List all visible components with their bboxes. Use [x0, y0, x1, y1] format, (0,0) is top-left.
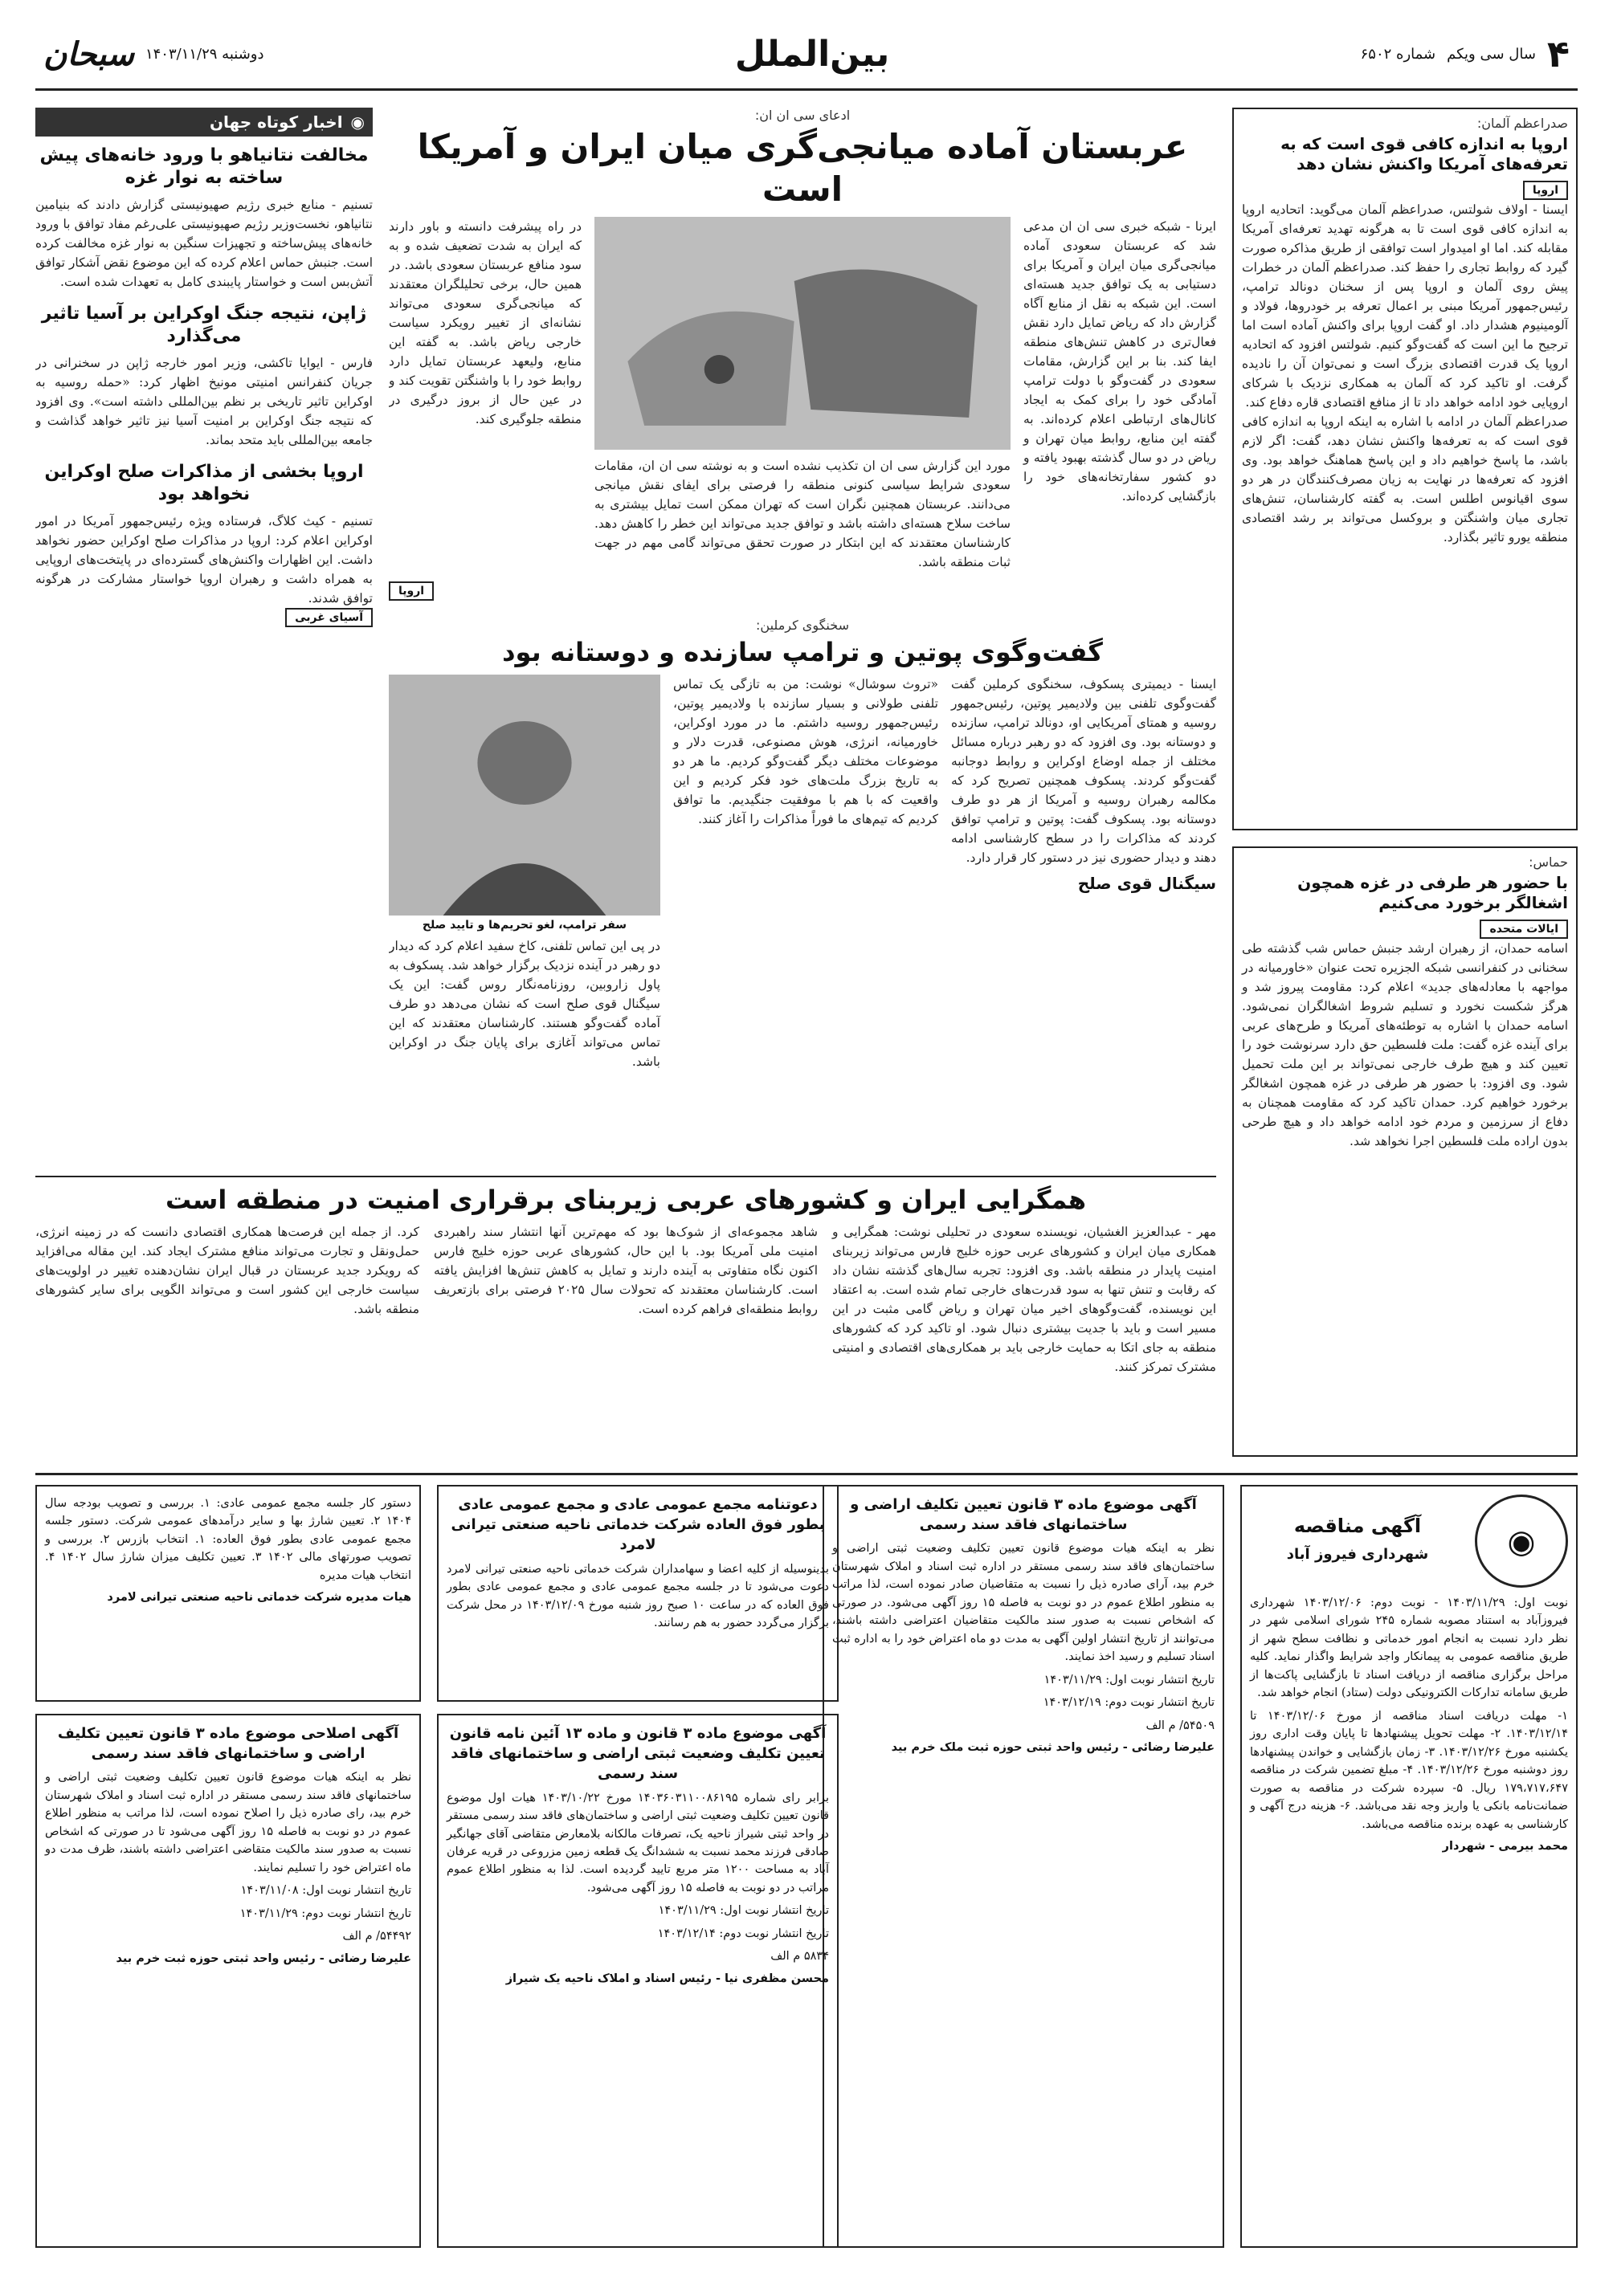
- municipality-logo: ◉: [1475, 1495, 1568, 1588]
- ad-title: دعوتنامه مجمع عمومی عادی و مجمع عمومی عادی بطور فوق العاده شرکت خدماتی ناحیه صنعتی تیرانی لامرد: [451, 1496, 825, 1554]
- ads-divider: [35, 1473, 1578, 1475]
- ad-title: آگهی اصلاحی موضوع ماده ۳ قانون تعیین تکلیف اراضی و ساختمانهای فاقد سند رسمی: [57, 1725, 399, 1763]
- article-body: در پی این تماس تلفنی، کاخ سفید اعلام کرد که دیدار دو رهبر در آینده نزدیک برگزار خواهد شد. پسکوف به پاول زاروبین، روزنامه‌نگار روس گفت: این یک سیگنال قوی صلح است که نشان می‌دهد دو طرف آماده گفت‌وگو هستند. کارشناسان معتقدند که این تماس می‌تواند آغازی برای پایان جنگ در اوکراین باشد.: [389, 939, 660, 1070]
- article-body: شاهد مجموعه‌ای از شوک‌ها بود که مهم‌ترین آنها انتشار سند راهبردی امنیت ملی آمریکا بود. با این حال، کشورهای عربی حوزه خلیج فارس اکنون نگاه متفاوتی به آینده دارند و تمایل به کاهش تنش‌ها افزایش یافته است. کارشناسان معتقدند که تحولات سال ۲۰۲۵ فرصتی برای بازتعریف روابط منطقه‌ای فراهم کرده است.: [434, 1225, 819, 1317]
- globe-icon: ◉: [350, 112, 365, 132]
- article-body: ایرنا - شبکه خبری سی ان ان مدعی شد که عربستان سعودی آماده میانجی‌گری میان ایران و آمریکا برای دستیابی به یک توافق جدید هسته‌ای است. این شبکه به نقل از منابع آگاه گزارش داد که ریاض تمایل دارد نقش فعال‌تری در کاهش تنش‌های منطقه ایفا کند. بنا بر این گزارش، مقامات سعودی در گفت‌وگو با دولت ترامپ آمادگی خود را برای کمک به ایجاد کانال‌های ارتباطی اعلام کرده‌اند. به گفته این منابع، روابط میان تهران و ریاض در دو سال گذشته بهبود یافته و دو کشور سفارتخانه‌های خود را بازگشایی کرده‌اند.: [1023, 219, 1216, 504]
- article-hamas: [1232, 846, 1578, 1457]
- ad-signature: علیرضا رضائی - رئیس واحد ثبتی حوزه ثبت خرم بید: [116, 1951, 411, 1965]
- article-column: [389, 217, 582, 572]
- article-iran-arab: [35, 1176, 1216, 1473]
- section-tag: آسیای غربی: [285, 608, 373, 627]
- ad-code: ۵۴۴۹۲/ م الف: [342, 1930, 411, 1943]
- masthead-left: [43, 35, 263, 73]
- ad-date: تاریخ انتشار نوبت دوم: ۱۴۰۳/۱۲/۱۴: [657, 1927, 829, 1940]
- newspaper-page: [35, 19, 1578, 2252]
- ad-assembly: [437, 1485, 839, 1702]
- short-news-column: [35, 108, 373, 1216]
- article-column: [673, 675, 938, 1071]
- ad-signature: هیات مدیره شرکت خدماتی ناحیه صنعتی تیرانی لامرد: [107, 1591, 411, 1605]
- article-column: [951, 675, 1216, 1071]
- article-headline: اروپا به اندازه کافی قوی است که به تعرفه‌های آمریکا واکنش نشان دهد: [1280, 134, 1568, 173]
- short-news-title: اخبار کوتاه جهان: [209, 112, 343, 132]
- ad-title: آگهی مناقصه: [1293, 1514, 1422, 1537]
- article-body: ایسنا - دیمیتری پسکوف، سخنگوی کرملین گفت گفت‌وگوی تلفنی بین ولادیمیر پوتین، رئیس‌جمهور روسیه و همتای آمریکایی او، دونالد ترامپ، سازنده و دوستانه بود. وی افزود که دو رهبر درباره مسائل مختلف از جمله اوضاع اوکراین و روابط دوجانبه گفت‌وگو کردند. پسکوف همچنین تصریح کرد که مکالمه رهبران روسیه و آمریکا از هر دو طرف دوستانه بود. پسکوف گفت: پوتین و ترامپ توافق کردند که مذاکرات را در سطح کارشناسی ادامه دهند و دیدار حضوری نیز در دستور کار قرار دارد.: [951, 677, 1216, 866]
- issue-date: دوشنبه ۱۴۰۳/۱۱/۲۹: [145, 45, 264, 63]
- ad-date: تاریخ انتشار نوبت اول: ۱۴۰۳/۱۱/۰۸: [240, 1884, 411, 1898]
- photo-caption: سفر ترامپ، لغو تحریم‌ها و تایید صلح: [422, 919, 627, 932]
- ad-title: آگهی موضوع ماده ۳ قانون و ماده ۱۳ آئین نامه قانون تعیین تکلیف وضعیت ثبتی اراضی و ساختمانهای فاقد سند رسمی: [449, 1725, 827, 1783]
- page-number: ۴: [1546, 32, 1570, 75]
- flags-illustration: [594, 217, 1011, 450]
- article-kicker: صدراعظم آلمان:: [1476, 116, 1568, 131]
- article-kicker: سخنگوی کرملین:: [756, 618, 849, 633]
- article-headline: گفت‌وگوی پوتین و ترامپ سازنده و دوستانه بود: [502, 637, 1103, 667]
- ad-body: نوبت اول: ۱۴۰۳/۱۱/۲۹ - نوبت دوم: ۱۴۰۳/۱۲/۰۶ شهرداری فیروزآباد به استناد مصوبه شماره ۲۴۵ شورای اسلامی شهر در نظر دارد نسبت به انجام امور خدماتی و نظافت سطح شهر از طریق مناقصه عمومی به پیمانکار واجد شرایط واگذار نماید. کلیه مراحل برگزاری مناقصه از دریافت اسناد تا بازگشایی پاکت‌ها از طریق سامانه تدارکات الکترونیکی دولت (ستاد) انجام خواهد شد.: [1250, 1597, 1568, 1700]
- article-body: در راه پیشرفت دانسته و باور دارند که ایران به شدت تضعیف شده و به سود منافع عربستان سعودی باشد. در همین حال، برخی تحلیلگران معتقدند که میانجی‌گری سعودی می‌تواند نشانه‌ای از تغییر رویکرد سیاست خارجی ریاض باشد. به گفته این منابع، ولیعهد عربستان تمایل دارد روابط خود را با واشنگتن تقویت کند و در عین حال از بروز درگیری در منطقه جلوگیری کند.: [389, 219, 582, 427]
- ad-title: آگهی موضوع ماده ۳ قانون تعیین تکلیف اراضی و ساختمانهای فاقد سند رسمی: [850, 1496, 1197, 1534]
- article-saudi: [389, 108, 1216, 606]
- masthead-right: [1361, 32, 1570, 75]
- news-body: تسنیم - کیث کلاگ، فرستاده ویژه رئیس‌جمهور آمریکا در امور اوکراین اعلام کرد: اروپا در مذاکرات صلح اوکراین حضور نخواهد داشت. این اظهارات واکنش‌های گسترده‌ای در پایتخت‌های اروپایی به همراه داشت و رهبران اروپا خواستار مشارکت در هرگونه توافق شدند.: [35, 514, 373, 606]
- flags-photo: [594, 217, 1011, 450]
- ad-land-1: [823, 1485, 1224, 2248]
- ad-signature: محسن مظفری نیا - رئیس اسناد و املاک ناحیه یک شیراز: [505, 1972, 829, 1985]
- portrait-illustration: [389, 675, 660, 916]
- brand-logo: سبحان: [43, 35, 134, 73]
- ad-date: تاریخ انتشار نوبت دوم: ۱۴۰۳/۱۱/۲۹: [239, 1907, 411, 1920]
- issue-number: شماره ۶۵۰۲: [1360, 45, 1436, 63]
- ad-land-correction: [35, 1714, 421, 2248]
- ad-body: نظر به اینکه هیات موضوع قانون تعیین تکلیف وضعیت ثبتی اراضی و ساختمان‌های فاقد سند رسمی مستقر در اداره ثبت اسناد و املاک شهرستان خرم بید، آرای صادره ذیل را نسبت به متقاضیان صادر نموده است، لذا مراتب به منظور اطلاع عموم در دو نوبت به فاصله ۱۵ روز آگهی می‌شود. در صورتی که اشخاص نسبت به صدور سند مالکیت متقاضیان اعتراضی داشته باشند، می‌توانند از تاریخ انتشار اولین آگهی به مدت دو ماه اعتراض خود را به اداره ثبت اسناد تسلیم و رسید اخذ نمایند.: [831, 1542, 1215, 1664]
- article-body: «تروث سوشال» نوشت: من به تازگی یک تماس تلفنی طولانی و بسیار سازنده با ولادیمیر پوتین، رئیس‌جمهور روسیه داشتم. ما در مورد اوکراین، خاورمیانه، انرژی، هوش مصنوعی، قدرت دلار و موضوعات مختلف دیگر گفت‌وگو کردیم. ما هر دو به تاریخ بزرگ ملت‌های خود فکر کردیم و این واقعیت که با هم با موفقیت جنگیدیم. ما توافق کردیم که تیم‌های ما فوراً مذاکرات را آغاز کنند.: [673, 677, 938, 827]
- section-tag: ایالات متحده: [1480, 920, 1568, 939]
- ad-body: نظر به اینکه هیات موضوع قانون تعیین تکلیف وضعیت ثبتی اراضی و ساختمانهای فاقد سند رسمی مستقر در اداره ثبت اسناد و املاک شهرستان خرم بید، رای صادره ذیل را اصلاح نموده است، لذا مراتب به منظور اطلاع عموم در دو نوبت به فاصله ۱۵ روز آگهی می‌شود تا در صورتی که اشخاص نسبت به صدور سند مالکیت متقاضی اعتراضی داشته باشند، ظرف مدت دو ماه اعتراض خود را تسلیم نمایند.: [45, 1771, 411, 1874]
- article-germany: [1232, 108, 1578, 830]
- article-putin-trump: [389, 618, 1216, 1164]
- masthead: [35, 19, 1578, 91]
- article-body: کرد. از جمله این فرصت‌ها همکاری اقتصادی دانست که در زمینه انرژی، حمل‌ونقل و تجارت می‌تواند منافع مشترک ایجاد کند. این مقاله می‌افزاید که رویکرد جدید عربستان در قبال ایران نشان‌دهنده تغییر در اولویت‌های سیاست خارجی این کشور است و می‌تواند الگویی برای سایر کشورهای منطقه باشد.: [35, 1225, 419, 1317]
- article-body: اسامه حمدان، از رهبران ارشد جنبش حماس شب گذشته طی سخنانی در کنفرانسی شبکه الجزیره تحت عنوان «خاورمیانه در مواجهه با معادله‌های جدید» اعلام کرد: مقاومت پیروز شد و هرگز شکست نخورد و تسلیم شروط اشغالگران نمی‌شود. اسامه حمدان با اشاره به توطئه‌های آمریکا و طرح‌های عربی برای آینده غزه گفت: ملت فلسطین حق دارد سرنوشت خود را تعیین کند و هیچ طرف خارجی نمی‌تواند بر این ملت تحمیل شود. وی افزود: با حضور هر طرفی در غزه همچون اشغالگر برخورد خواهیم کرد. حمدان تاکید کرد که مقاومت همچنان به دفاع از سرزمین و مردم خود ادامه خواهد داد و هیچ طرحی بدون اراده ملت فلسطین اجرا نخواهد شد.: [1242, 941, 1568, 1149]
- article-media: [389, 675, 660, 1071]
- article-headline: همگرایی ایران و کشورهای عربی زیربنای برقراری امنیت در منطقه است: [165, 1185, 1086, 1215]
- news-headline: ژاپن، نتیجه جنگ اوکراین بر آسیا تاثیر می‌گذارد: [41, 304, 367, 346]
- news-body: تسنیم - منابع خبری رژیم صهیونیستی گزارش دادند که بنیامین نتانیاهو، نخست‌وزیر رژیم صهیونیستی علی‌رغم مفاد توافق با ورود خانه‌های پیش‌ساخته و تجهیزات سنگین به نوار غزه مخالفت کرده است. جنبش حماس اعلام کرده که این موضوع نقض آشکار توافق آتش‌بس است و خواستار پایبندی کامل به تعهدات شده است.: [35, 198, 373, 290]
- section-tag: اروپا: [389, 581, 434, 601]
- ad-body: برابر رای شماره ۱۴۰۳۶۰۳۱۱۰۰۸۶۱۹۵ مورخ ۱۴۰۳/۱۰/۲۲ هیات اول موضوع قانون تعیین تکلیف وضعیت ثبتی اراضی و ساختمان‌های فاقد سند رسمی مستقر در واحد ثبتی شیراز ناحیه یک، تصرفات مالکانه بلامعارض متقاضی آقای جهانگیر صادقی فرزند محمد نسبت به ششدانگ یک قطعه زمین مزروعی در قریه عرفان آباد به مساحت ۱۲۰۰ متر مربع تایید گردیده است. لذا به منظور اطلاع عموم مراتب در دو نوبت به فاصله ۱۵ روز آگهی می‌شود.: [447, 1791, 830, 1894]
- news-body: فارس - ایوایا تاکشی، وزیر امور خارجه ژاپن در سخنرانی در جریان کنفرانس امنیتی مونیخ اظهار کرد: «حمله روسیه به اوکراین تاثیر تاریخی بر نظم بین‌المللی داشته است». وی افزود که نتیجه جنگ اوکراین بر امنیت آسیا نیز تاثیر خواهد گذاشت و جامعه بین‌المللی باید متحد بماند.: [35, 356, 373, 448]
- article-kicker: ادعای سی ان ان:: [754, 108, 851, 123]
- article-headline: عربستان آماده میانجی‌گری میان ایران و آمریکا است: [417, 127, 1188, 209]
- section-title: بین‌الملل: [734, 33, 890, 75]
- ad-date: تاریخ انتشار نوبت اول: ۱۴۰۳/۱۱/۲۹: [1043, 1673, 1215, 1686]
- ad-signature: علیرضا رضائی - رئیس واحد ثبتی حوزه ثبت ملک خرم بید: [891, 1741, 1215, 1755]
- article-body: مهر - عبدالعزیز الغشیان، نویسنده سعودی در تحلیلی نوشت: همگرایی و همکاری میان ایران و کشورهای عربی حوزه خلیج فارس می‌تواند زیربنای امنیت پایدار در منطقه باشد. وی افزود: تجربه سال‌های گذشته نشان داد که رقابت و تنش تنها به سود قدرت‌های خارجی تمام شده است. به اعتقاد این نویسنده، گفت‌وگوهای اخیر میان تهران و ریاض گامی مثبت در این مسیر است و باید با جدیت بیشتری دنبال شود. او تاکید کرد که کشورهای منطقه به جای اتکا به حمایت خارجی باید بر همکاری‌های اقتصادی و امنیتی مشترک تمرکز کنند.: [832, 1225, 1216, 1375]
- peskov-photo: [389, 675, 660, 916]
- ad-agenda: دستور کار جلسه مجمع عمومی عادی: ۱. بررسی و تصویب بودجه سال ۱۴۰۴ ۲. تعیین شارژ بها و سایر درآمدهای عمومی شرکت. دستور جلسه مجمع عمومی عادی بطور فوق العاده: ۱. انتخاب بازرس ۲. بررسی و تصویب صورتهای مالی ۱۴۰۲ ۳. تعیین تکلیف میزان شارژ سال ۱۴۰۲ ۴. انتخاب هیات مدیره: [45, 1497, 412, 1582]
- article-kicker: حماس:: [1529, 854, 1568, 870]
- ad-body: بدینوسیله از کلیه اعضا و سهامداران شرکت خدماتی ناحیه صنعتی تیرانی لامرد دعوت می‌شود تا در جلسه مجمع عمومی عادی و مجمع عمومی عادی بطور فوق العاده که در ساعت ۱۰ صبح روز شنبه مورخ ۱۴۰۳/۱۲/۰۹ در محل شرکت برگزار می‌گردد حضور به هم رسانند.: [447, 1562, 829, 1629]
- news-headline: مخالفت نتانیاهو با ورود خانه‌های پیش ساخته به نوار غزه: [39, 145, 369, 188]
- ad-body: ۱- مهلت دریافت اسناد مناقصه از مورخ ۱۴۰۳/۱۲/۰۶ تا ۱۴۰۳/۱۲/۱۴. ۲- مهلت تحویل پیشنهادها تا پایان وقت اداری روز یکشنبه مورخ ۱۴۰۳/۱۲/۲۶. ۳- زمان بازگشایی و خواندن پیشنهادها روز دوشنبه مورخ ۱۴۰۳/۱۲/۲۶. ۴- مبلغ تضمین شرکت در مناقصه ۱۷۹،۷۱۷،۶۴۷ ریال. ۵- سپرده شرکت در مناقصه به صورت ضمانت‌نامه بانکی یا واریز وجه نقد می‌باشد. ۶- هزینه درج آگهی و کارشناسی به عهده برنده مناقصه می‌باشد.: [1250, 1709, 1569, 1831]
- year-issue: سال سی ویکم: [1447, 45, 1536, 63]
- ad-tender: [1240, 1485, 1578, 2248]
- ad-date: تاریخ انتشار نوبت دوم: ۱۴۰۳/۱۲/۱۹: [1043, 1696, 1215, 1710]
- section-tag: اروپا: [1523, 181, 1568, 200]
- ad-code: ۵۴۵۰۹/ م الف: [1145, 1719, 1215, 1732]
- ad-org: شهرداری فیروز آباد: [1286, 1546, 1429, 1564]
- ad-land-2: [437, 1714, 839, 2248]
- article-headline: با حضور هر طرفی در غزه همچون اشغالگر برخورد می‌کنیم: [1297, 873, 1568, 912]
- article-media: [594, 217, 1011, 572]
- short-news-bar: [35, 108, 373, 137]
- article-subhead: سیگنال قوی صلح: [1077, 874, 1216, 894]
- ad-date: تاریخ انتشار نوبت اول: ۱۴۰۳/۱۱/۲۹: [658, 1904, 829, 1918]
- ad-signature: محمد بیرمی - شهردار: [1442, 1840, 1568, 1854]
- article-body-cont: صدراعظم آلمان در ادامه با اشاره به اینکه اروپا به اندازه کافی قوی است که به تعرفه‌ها واکنش نشان دهد، گفت: اگر لازم باشد، ما پاسخ خواهیم داد و این پاسخ هماهنگ خواهد بود. وی افزود که تعرفه‌ها در نهایت به زیان مصرف‌کنندگان در هر دو سوی اقیانوس اطلس است. به گفته کارشناسان، تنش‌های تجاری میان واشنگتن و بروکسل می‌تواند بر رشد اقتصادی منطقه یورو تاثیر بگذارد.: [1242, 414, 1568, 545]
- article-column: [1023, 217, 1216, 572]
- ad-assembly-agenda: [35, 1485, 421, 1702]
- article-body: مورد این گزارش سی ان ان تکذیب نشده است و به نوشته سی ان ان، مقامات سعودی شرایط سیاسی کنونی منطقه را فرصتی برای ایفای نقش میانجی می‌دانند. عربستان همچنین نگران است که تهران ممکن است تمایل بیشتری به ساخت سلاح هسته‌ای داشته باشد و توافق جدید می‌تواند این خطر را کاهش دهد. کارشناسان معتقدند که این ابتکار در صورت تحقق می‌تواند گامی مهم در جهت ثبات منطقه باشد.: [594, 459, 1011, 570]
- news-headline: اروپا بخشی از مذاکرات صلح اوکراین نخواهد بود: [44, 462, 364, 504]
- ad-code: ۵۸۳۴ م الف: [770, 1950, 829, 1964]
- article-body: ایسنا - اولاف شولتس، صدراعظم آلمان می‌گوید: اتحادیه اروپا به اندازه کافی قوی است تا به هرگونه تهدید تعرفه‌ای آمریکا مقابله کند. اما او امیدوار است توافقی از طریق مذاکره صورت گیرد که روابط تجاری را حفظ کند. صدراعظم آلمان در خطرات پیش روی آلمان و اروپا پس از سخنان دونالد ترامپ، رئیس‌جمهور آمریکا مبنی بر اعمال تعرفه بر خودروها، فولاد و آلومینیوم هشدار داد. او گفت اروپا برای واکنش آماده است اما ترجیح ما این است که گفت‌وگو کنیم. شولتس افزود که اتحادیه اروپا یک قدرت اقتصادی بزرگ است و نمی‌توان آن را نادیده گرفت. او تاکید کرد که آلمان به همکاری نزدیک با شرکای اروپایی خود ادامه خواهد داد تا از منافع اقتصادی قاره دفاع کند.: [1242, 202, 1568, 410]
